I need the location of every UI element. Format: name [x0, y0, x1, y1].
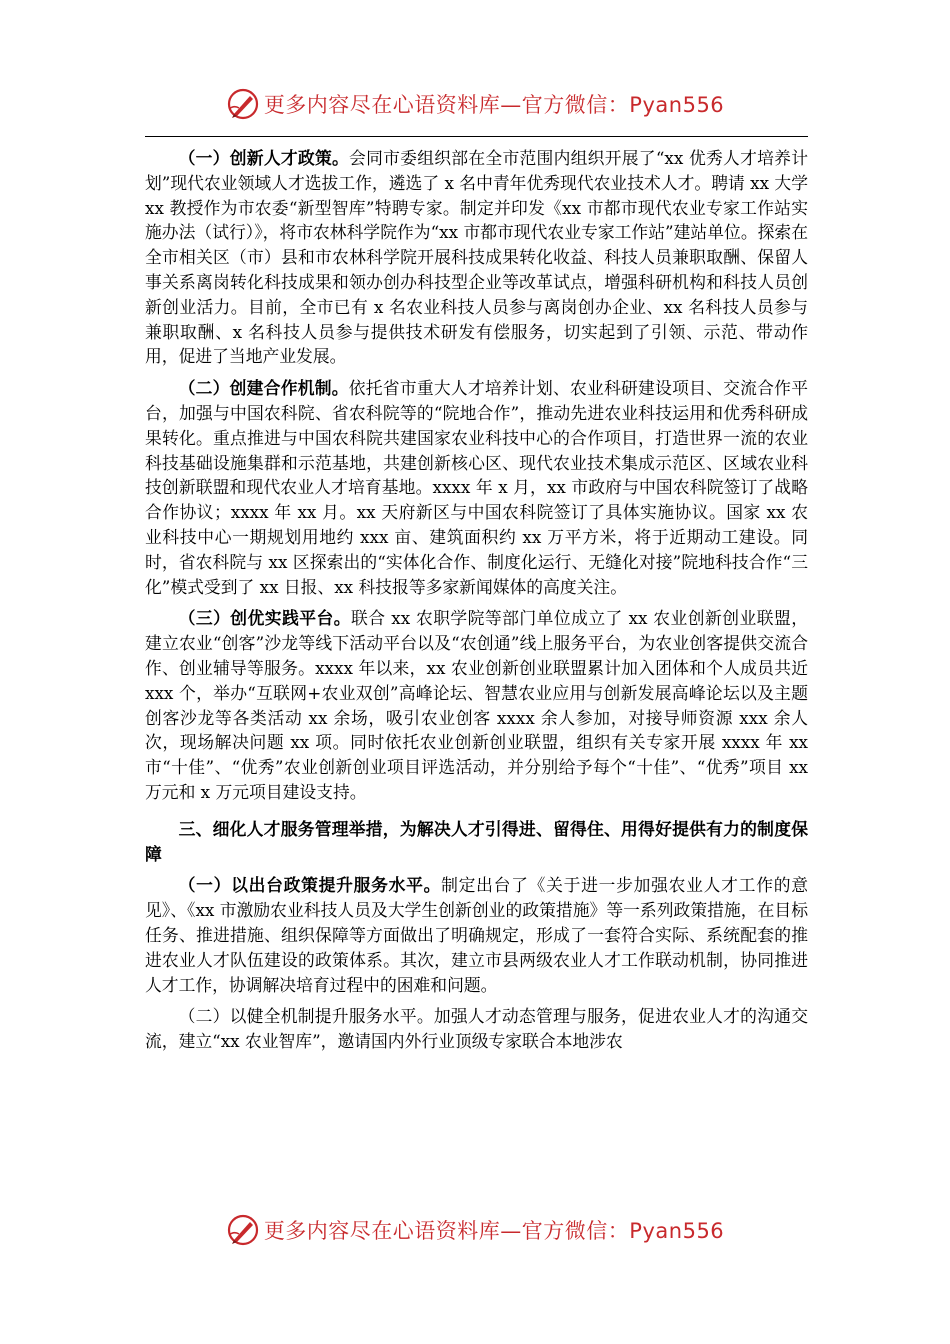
- paragraph-4-lead: （一）以出台政策提升服务水平。: [178, 875, 442, 896]
- footer-banner-text: 更多内容尽在心语资料库—官方微信：Pyan556: [263, 1219, 725, 1243]
- paragraph-3: [145, 606, 808, 804]
- paragraph-1-body: 会同市委组织部在全市范围内组织开展了“xx 优秀人才培养计划”现代农业领域人才选拔工作，遴选了 x 名中青年优秀现代农业技术人才。聘请 xx 大学 xx 教授作为市农委“新型智库”特聘专家。制定并印发《xx 市都市现代农业专家工作站实施办法（试行）》，将市农林科学院作为“xx 市都市现代农业专家工作站”建站单位。探索在全市相关区（市）县和市农林科学院开展科技成果转化收益、科技人员兼职取酬、保留人事关系离岗转化科技成果和领办创办科技型企业等改革试点，增强科研机构和科技人员创新创业活力。目前，全市已有 x 名农业科技人员参与离岗创办企业、xx 名科技人员参与兼职取酬、x 名科技人员参与提供技术研发有偿服务，切实起到了引领、示范、带动作用，促进了当地产业发展。: [145, 148, 808, 367]
- footer-banner: [0, 1210, 950, 1250]
- paragraph-3-lead: （三）创优实践平台。: [178, 608, 351, 629]
- header-banner: [0, 84, 950, 124]
- document-body: [145, 146, 808, 1061]
- header-rule: [145, 136, 808, 137]
- paragraph-2-lead: （二）创建合作机制。: [178, 378, 349, 399]
- paragraph-5: （二）以健全机制提升服务水平。加强人才动态管理与服务，促进农业人才的沟通交流，建立“xx 农业智库”，邀请国内外行业顶级专家联合本地涉农: [145, 1006, 808, 1052]
- header-banner-text: 更多内容尽在心语资料库—官方微信：Pyan556: [263, 93, 725, 117]
- paragraph-1-lead: （一）创新人才政策。: [178, 148, 350, 168]
- paragraph-3-body: 联合 xx 农职学院等部门单位成立了 xx 农业创新创业联盟，建立农业“创客”沙龙等线下活动平台以及“农创通”线上服务平台，为农业创客提供交流合作、创业辅导等服务。xxxx 年以来，xx 农业创新创业联盟累计加入团体和个人成员共近 xxx 个，举办“互联网+农业双创”高峰论坛、智慧农业应用与创新发展高峰论坛以及主题创客沙龙等各类活动 xx 余场，吸引农业创客 xxxx 余人参加，对接导师资源 xxx 余人次，现场解决问题 xx 项。同时依托农业创新创业联盟，组织有关专家开展 xxxx 年 xx 市“十佳”、“优秀”农业创新创业项目评选活动，并分别给予每个“十佳”、“优秀”项目 xx 万元和 x 万元项目建设支持。: [145, 608, 808, 802]
- paragraph-4-body: 制定出台了《关于进一步加强农业人才工作的意见》、《xx 市激励农业科技人员及大学生创新创业的政策措施》等一系列政策措施，在目标任务、推进措施、组织保障等方面做出了明确规定，形成了一套符合实际、系统配套的推进农业人才队伍建设的政策体系。其次，建立市县两级农业人才工作联动机制，协同推进人才工作，协调解决培育过程中的困难和问题。: [145, 875, 808, 995]
- paragraph-1: [145, 146, 808, 369]
- paragraph-4: [145, 873, 808, 997]
- pen-logo-icon: [226, 1213, 260, 1247]
- paragraph-2-body: 依托省市重大人才培养计划、农业科研建设项目、交流合作平台，加强与中国农科院、省农科院等的“院地合作”，推动先进农业科技运用和优秀科研成果转化。重点推进与中国农科院共建国家农业科技中心的合作项目，打造世界一流的农业科技基础设施集群和示范基地，共建创新核心区、现代农业技术集成示范区、区域农业科技创新联盟和现代农业人才培育基地。xxxx 年 x 月，xx 市政府与中国农科院签订了战略合作协议；xxxx 年 xx 月。xx 天府新区与中国农科院签订了具体实施协议。国家 xx 农业科技中心一期规划用地约 xxx 亩、建筑面积约 xx 万平方米，将于近期动工建设。同时，省农科院与 xx 区探索出的“实体化合作、制度化运行、无缝化对接”院地科技合作“三化”模式受到了 xx 日报、xx 科技报等多家新闻媒体的高度关注。: [145, 378, 808, 597]
- paragraph-2: [145, 376, 808, 599]
- section-heading-3: 三、细化人才服务管理举措，为解决人才引得进、留得住、用得好提供有力的制度保障: [145, 818, 808, 864]
- pen-logo-icon: [226, 87, 260, 121]
